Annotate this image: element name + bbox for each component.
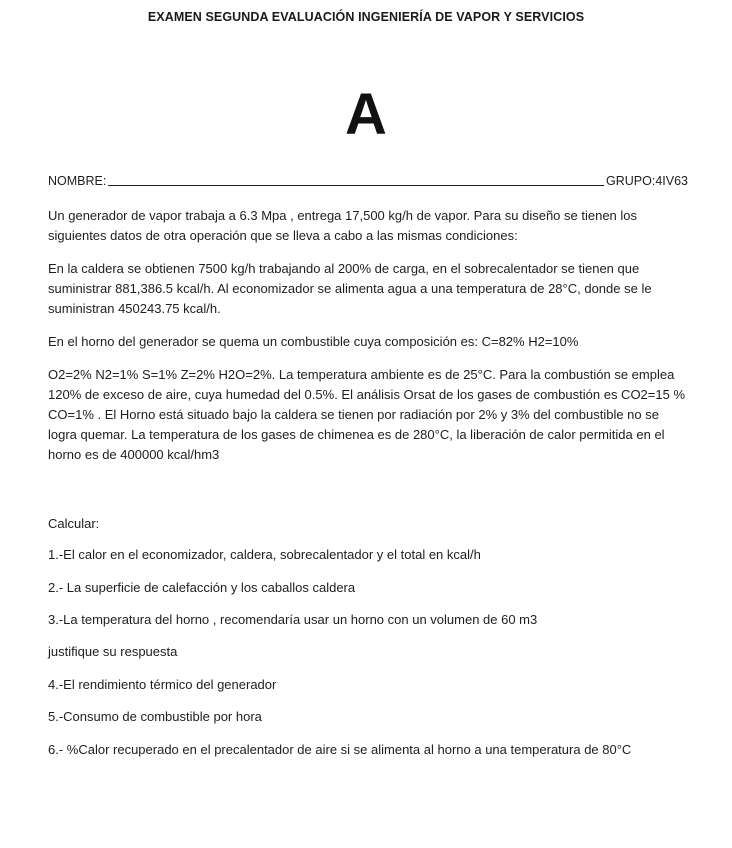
statement-paragraph-2: En la caldera se obtienen 7500 kg/h trabajando al 200% de carga, en el sobrecalentador se tienen que suministrar 881,386.5 kcal/h. Al economizador se alimenta agua a una temperatura de 28°C, donde se le suministran 450243.75 kcal/h.: [48, 261, 652, 316]
name-blank-line: [108, 184, 604, 186]
exam-title: EXAMEN SEGUNDA EVALUACIÓN INGENIERÍA DE VAPOR Y SERVICIOS: [147, 10, 585, 24]
question-3-continuation: justifique su respuesta: [48, 644, 178, 659]
question-2: 2.- La superficie de calefacción y los caballos caldera: [48, 580, 356, 595]
exam-version-letter: A: [345, 82, 387, 147]
question-3: 3.-La temperatura del horno , recomendaría usar un horno con un volumen de 60 m3: [48, 612, 538, 627]
question-6: 6.- %Calor recuperado en el precalentador de aire si se alimenta al horno a una temperatura de 80°C: [48, 742, 632, 757]
statement-paragraph-1: Un generador de vapor trabaja a 6.3 Mpa , entrega 17,500 kg/h de vapor. Para su diseño se tienen los siguientes datos de otra operación que se lleva a cabo a las mismas condiciones:: [48, 208, 638, 243]
group-label: GRUPO:4IV63: [606, 174, 688, 188]
statement-paragraph-3: En el horno del generador se quema un combustible cuya composición es: C=82% H2=10%: [48, 334, 579, 349]
name-label: NOMBRE:: [48, 174, 107, 188]
questions-heading: Calcular:: [48, 516, 100, 531]
name-group-row: [48, 174, 688, 188]
statement-paragraph-4: O2=2% N2=1% S=1% Z=2% H2O=2%. La temperatura ambiente es de 25°C. Para la combustión se emplea 120% de exceso de aire, cuya humedad del 0.5%. El análisis Orsat de los gases de combustión es CO2=15 % CO=1% . El Horno está situado bajo la caldera se tienen por radiación por 2% y 3% del combustible no se logra quemar. La temperatura de los gases de chimenea es de 280°C, la liberación de calor permitida en el horno es de 400000 kcal/hm3: [48, 367, 686, 462]
question-1: 1.-El calor en el economizador, caldera, sobrecalentador y el total en kcal/h: [48, 547, 481, 562]
question-5: 5.-Consumo de combustible por hora: [48, 709, 262, 724]
question-4: 4.-El rendimiento térmico del generador: [48, 677, 277, 692]
